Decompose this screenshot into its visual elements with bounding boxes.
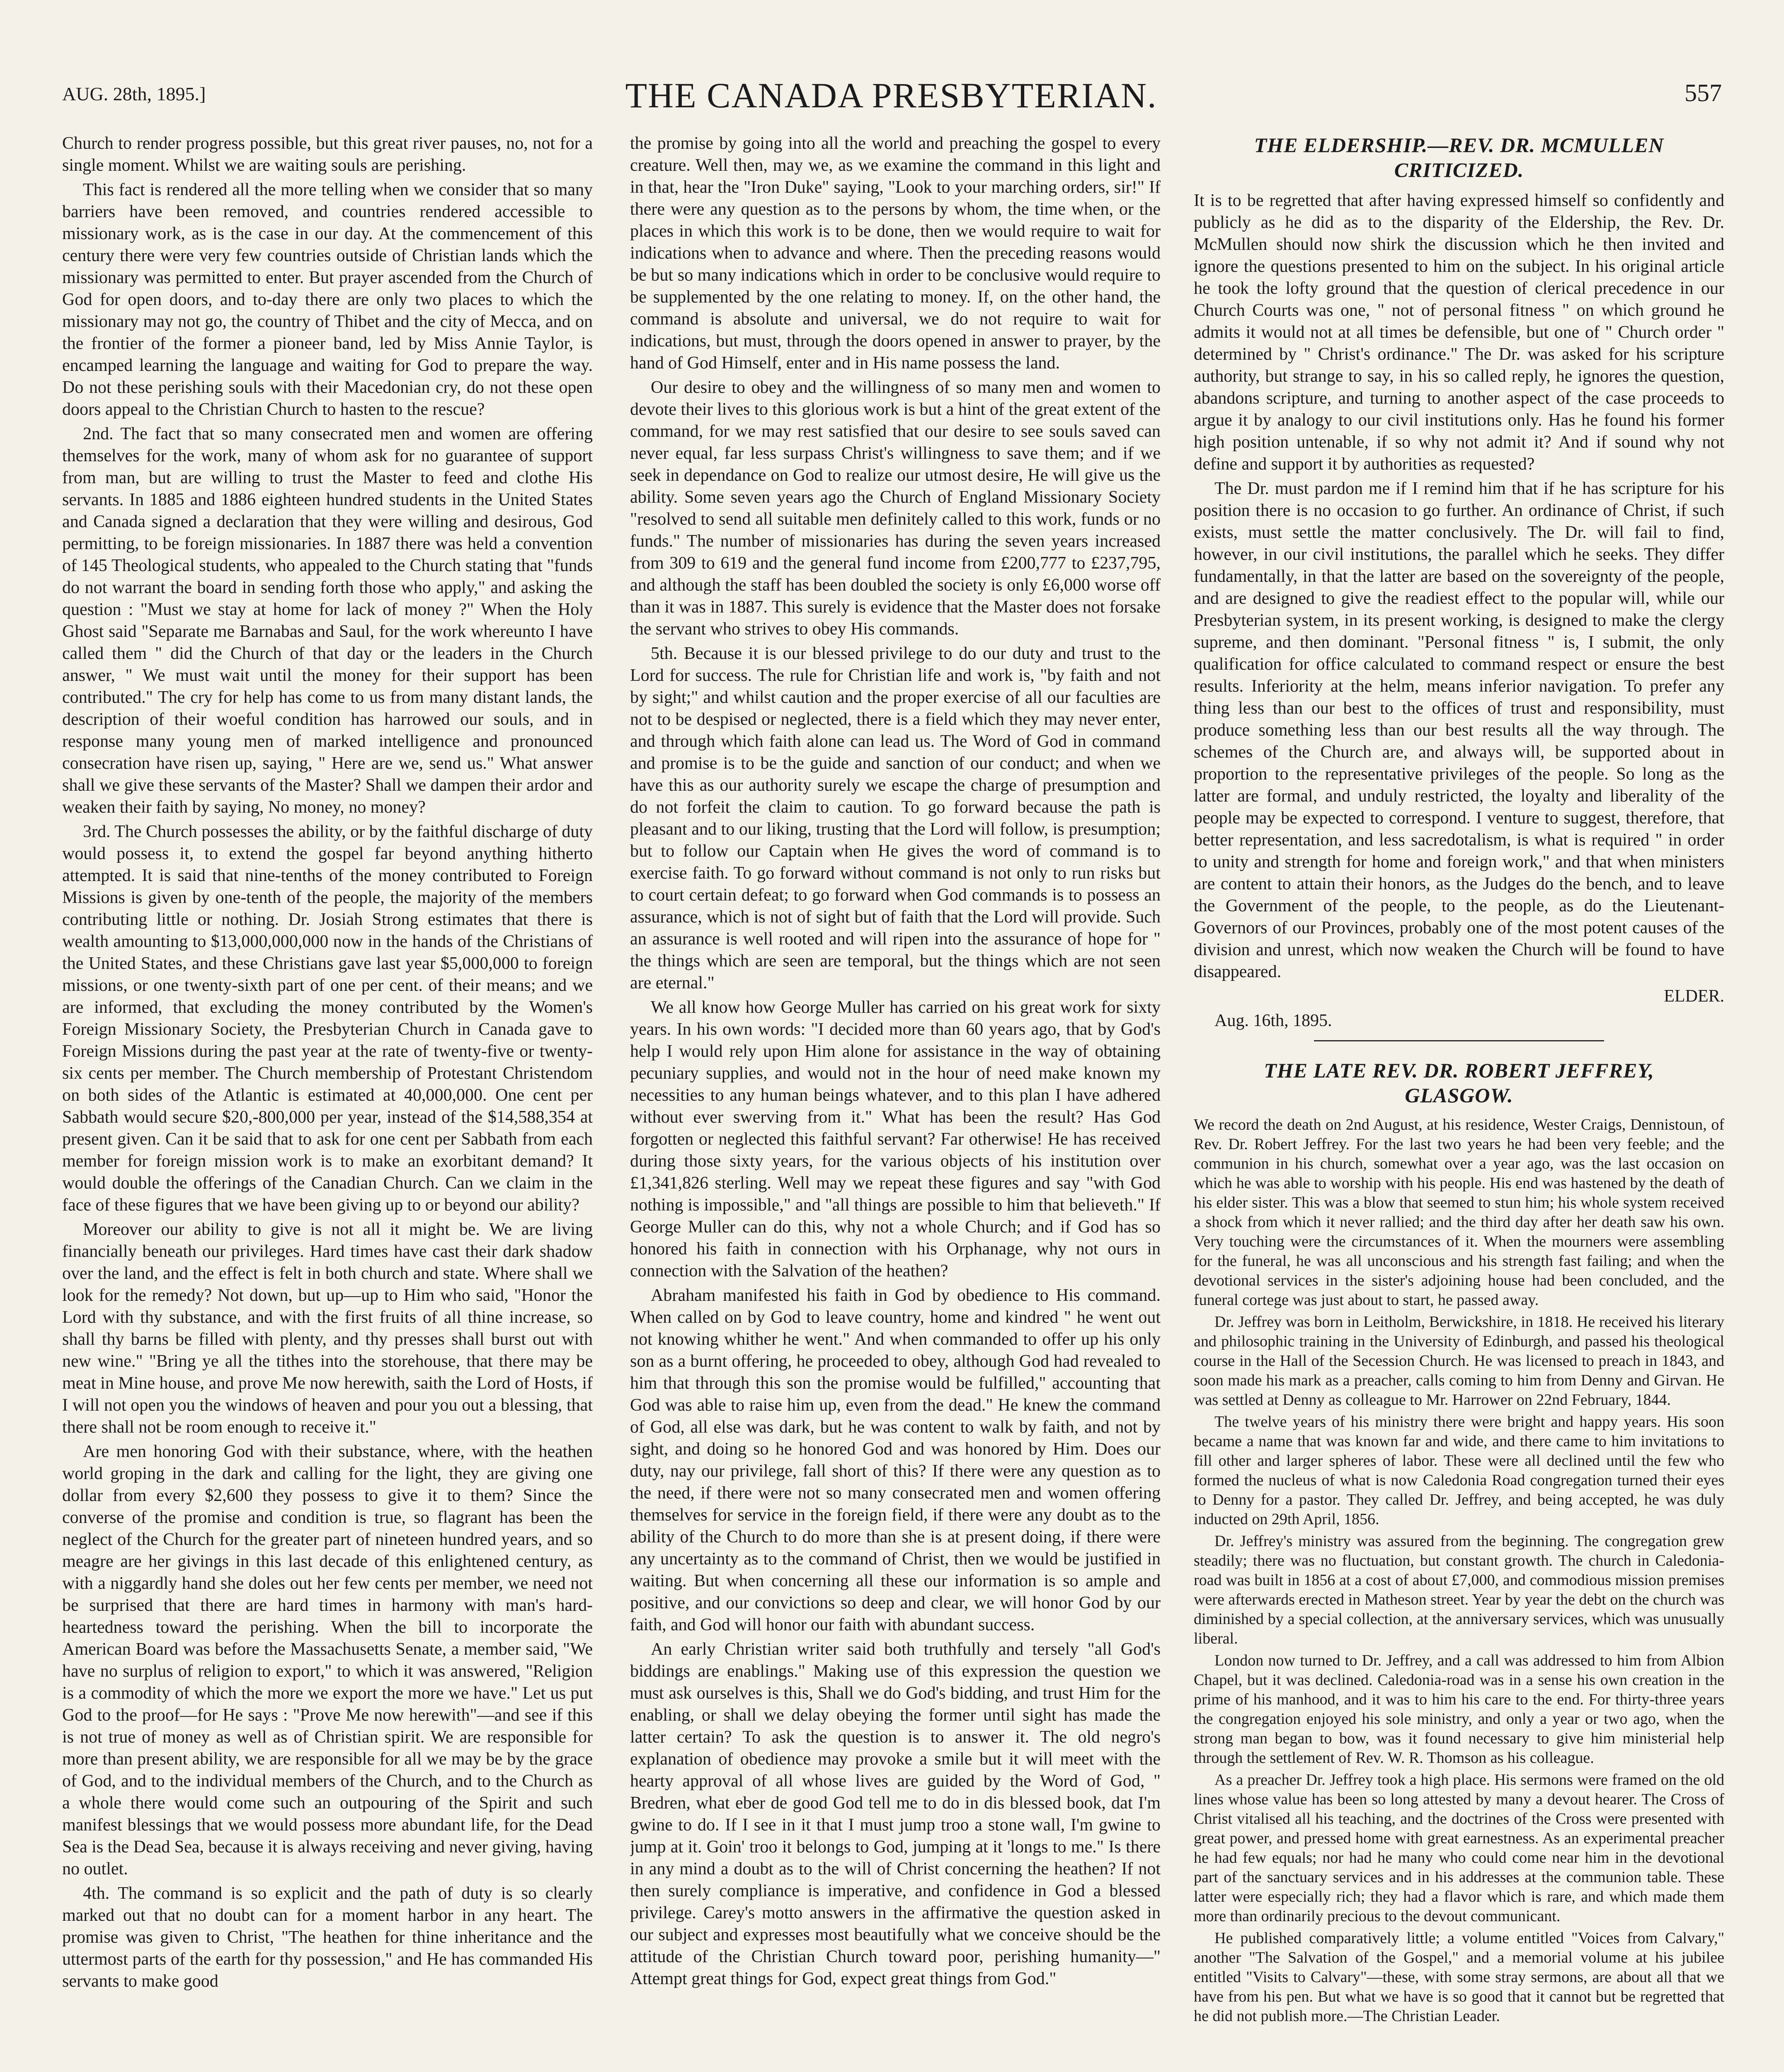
section-divider	[1314, 1040, 1604, 1041]
article-paragraph: the promise by going into all the world and preaching the gospel to every creature. Well then, may we, as we examine the command in this light and in that, hear the "Iron Duke" saying, "Look to your marching orders, sir!" If there were any question as to the persons by whom, the time when, or the places in which this work is to be done, then we would require to wait for indications when to advance and where. Then the preceding reasons would be but so many indications which in order to be conclusive would require to be supplemented by the one relating to money. If, on the other hand, the command is absolute and universal, we do not require to wait for indications, but must, through the doors opened in answer to prayer, by the hand of God Himself, enter and in His name possess the land.	[630, 134, 1161, 373]
eldership-article	[1194, 133, 1724, 1032]
article-title	[1194, 1058, 1724, 1108]
obituary-article	[1194, 1058, 1724, 2026]
article-signature: ELDER.	[1664, 987, 1724, 1006]
article-paragraph: Abraham manifested his faith in God by obedience to His command. When called on by God to leave country, home and kindred " he went out not knowing whither he went." And when commanded to offer up his only son as a burnt offering, he proceeded to obey, although God had revealed to him that through this son the promise would be fulfilled," accounting that God was able to raise him up, even from the dead." He knew the command of God, all else was dark, but he was content to walk by faith, and not by sight, and doing so he honored God and was honored by Him. Does our duty, nay our privilege, fall short of this? If there were any question as to the need, if there were not so many consecrated men and women offering themselves for service in the foreign field, if there were any doubt as to the ability of the Church to do more than she is at present doing, if there were any uncertainty as to the command of Christ, then we would be justified in waiting. But when concerning all these our information is so ample and positive, and our convictions so deep and clear, we will honor God by our faith, and God will honor our faith with abundant success.	[630, 1286, 1161, 1634]
article-paragraph: This fact is rendered all the more telling when we consider that so many barriers have been removed, and countries rendered accessible to missionary work, as is the case in our day. At the commencement of this century there were very few countries outside of Christian lands which the missionary was permitted to enter. But prayer ascended from the Church of God for open doors, and to-day there are only two places to which the missionary may not go, the country of Thibet and the city of Mecca, and on the frontier of the former a pioneer band, led by Miss Annie Taylor, is encamped learning the language and waiting for God to prepare the way. Do not these perishing souls with their Macedonian cry, do not these open doors appeal to the Christian Church to hasten to the rescue?	[62, 180, 593, 419]
article-paragraph: London now turned to Dr. Jeffrey, and a call was addressed to him from Albion Chapel, but it was declined. Caledonia-road was in a sense his own creation in the prime of his manhood, and it was to him his care to the end. For thirty-three years the congregation enjoyed his sole ministry, and only a year or two ago, when the strong man began to bow, was it found necessary to give him ministerial help through the settlement of Rev. W. R. Thomson as his colleague.	[1194, 1652, 1724, 1767]
article-paragraph: Dr. Jeffrey's ministry was assured from the beginning. The congregation grew steadily; there was no fluctuation, but constant growth. The church in Caledonia-road was built in 1856 at a cost of about £7,000, and commodious mission premises were afterwards erected in Matheson street. Year by year the debt on the church was diminished by a special collection, at the anniversary services, which was unusually liberal.	[1194, 1532, 1724, 1647]
article-paragraph: Are men honoring God with their substance, where, with the heathen world groping in the dark and calling for the light, they are giving one dollar from every $2,600 they possess to give it to them? Since the converse of the promise and condition is true, so flagrant has been the neglect of the Church for the greater part of nineteen hundred years, and so meagre are her givings in this last decade of this enlightened century, as with a niggardly hand she doles out her few cents per member, we need not be surprised that there are hard times in harmony with man's hard-heartedness toward the perishing. When the bill to incorporate the American Board was before the Massachusetts Senate, a member said, "We have no surplus of religion to export," to which it was answered, "Religion is a commodity of which the more we export the more we have." Let us put God to the proof—for He says : "Prove Me now herewith"—and see if this is not true of money as well as of Christian spirit. We are responsible for more than present ability, we are responsible for all we may be by the grace of God, and to the individual members of the Church, and to the Church as a whole there would come such an outpouring of the Spirit and such manifest blessings that we would possess more abundant life, for the Dead Sea is the Dead Sea, because it is always receiving and never giving, having no outlet.	[62, 1442, 593, 1878]
article-paragraph: 4th. The command is so explicit and the path of duty is so clearly marked out that no doubt can for a moment harbor in any heart. The promise was given to Christ, "The heathen for thine inheritance and the uttermost parts of the earth for thy possession," and He has commanded His servants to make good	[62, 1884, 593, 1991]
column-3	[1194, 133, 1724, 2072]
article-paragraph: An early Christian writer said both truthfully and tersely "all God's biddings are enablings." Making use of this expression the question we must ask ourselves is this, Shall we do God's bidding, and trust Him for the enabling, or shall we delay obeying the former until sight has made the latter certain? To ask the question is to answer it. The old negro's explanation of obedience may provoke a smile but it will meet with the hearty approval of all whose lives are guided by the Word of God, " Bredren, what eber de good God tell me to do in dis blessed book, dat I'm gwine to do. If I see in it that I must jump troo a stone wall, I'm gwine to jump at it. Goin' troo it belongs to God, jumping at it 'longs to me." Is there in any mind a doubt as to the will of Christ concerning the heathen? If not then surely compliance is imperative, and confidence in God a blessed privilege. Carey's motto answers in the affirmative the question asked in our subject and expresses most beautifully what we conceive should be the attitude of the Christian Church toward poor, perishing humanity—" Attempt great things for God, expect great things from God."	[630, 1640, 1161, 1988]
article-paragraph: We record the death on 2nd August, at his residence, Wester Craigs, Dennistoun, of Rev. Dr. Robert Jeffrey. For the last two years he had been very feeble; and the communion in his church, somewhat over a year ago, was the last occasion on which he was able to worship with his people. His end was hastened by the death of his elder sister. This was a blow that seemed to stun him; his whole system received a shock from which it never rallied; and the third day after her death saw his own. Very touching were the circumstances of it. When the mourners were assembling for the funeral, he was all unconscious and his strength fast failing; and when the devotional services in the sister's adjoining house had been concluded, and the funeral cortege was just about to start, he passed away.	[1194, 1116, 1724, 1309]
article-paragraph: Our desire to obey and the willingness of so many men and women to devote their lives to this glorious work is but a hint of the great extent of the command, for we may rest satisfied that our desire to see souls saved can never equal, far less surpass Christ's willingness to save them; and if we seek in dependance on God to realize our utmost desire, He will give us the ability. Some seven years ago the Church of England Missionary Society "resolved to send all suitable men definitely called to this work, funds or no funds." The number of missionaries has during the seven years increased from 309 to 619 and the general fund income from £200,777 to £237,795, and although the staff has been doubled the society is only £6,000 worse off than it was in 1887. This surely is evidence that the Master does not forsake the servant who strives to obey His commands.	[630, 378, 1161, 639]
article-title-line: THE ELDERSHIP.—REV. DR. MCMULLEN	[1254, 133, 1664, 157]
page-number: 557	[1685, 79, 1722, 107]
masthead-title: THE CANADA PRESBYTERIAN.	[625, 75, 1157, 115]
article-paragraph: As a preacher Dr. Jeffrey took a high place. His sermons were framed on the old lines whose value has been so long attested by many a devout hearer. The Cross of Christ vitalised all his teaching, and the doctrines of the Cross were presented with great power, and pressed home with great earnestness. As an experimental preacher he had few equals; nor had he many who could come near him in the devotional part of the sanctuary services and in his addresses at the communion table. These latter were especially rich; they had a flavor which is rare, and which made them more than ordinarily precious to the devout communicant.	[1194, 1771, 1724, 1925]
column-2	[630, 133, 1161, 2072]
article-dateline: Aug. 16th, 1895.	[1214, 1011, 1332, 1030]
article-paragraph: 5th. Because it is our blessed privilege to do our duty and trust to the Lord for success. The rule for Christian life and work is, "by faith and not by sight;" and whilst caution and the proper exercise of all our faculties are not to be despised or neglected, there is a field which they may never enter, and through which faith alone can lead us. The Word of God in command and promise is to be the guide and sanction of our conduct; and when we have this as our authority surely we escape the charge of presumption and do not forfeit the claim to caution. To go forward because the path is pleasant and to our liking, trusting that the Lord will follow, is presumption; but to follow our Captain when He gives the word of command is to exercise faith. To go forward without command is not only to run risks but to court certain defeat; to go forward when God commands is to possess an assurance, which is not of sight but of faith that the Lord will provide. Such an assurance is well rooted and will ripen into the assurance of hope for " the things which are seen are temporal, but the things which are not seen are eternal."	[630, 644, 1161, 992]
article-paragraph: The Dr. must pardon me if I remind him that if he has scripture for his position there is no occasion to go further. An ordinance of Christ, if such exists, must settle the matter conclusively. The Dr. will fail to find, however, in our civil institutions, the parallel which he seeks. They differ fundamentally, in that the latter are based on the sovereignty of the people, and are designed to give the readiest effect to the popular will, while our Presbyterian system, in its present working, is designed to make the clergy supreme, and then dominant. "Personal fitness " is, I submit, the only qualification for office calculated to command respect or ensure the best results. Inferiority at the helm, means inferior navigation. To prefer any thing less than our best to the offices of trust and responsibility, must produce something less than our best results all the way through. The schemes of the Church are, and always will, be supported about in proportion to the representative privileges of the people. So long as the latter are formal, and unduly restricted, the loyalty and liberality of the people may be expected to correspond. I venture to suggest, therefore, that better representation, and less sacredotalism, is what is required " in order to unity and strength for home and foreign work," and that when ministers are content to attain their honors, as the Judges do the bench, and to leave the Government of the people, to the people, as do the Lieutenant-Governors of our Provinces, probably one of the most potent causes of the division and unrest, which now weaken the Church will be found to have disappeared.	[1194, 479, 1724, 981]
article-paragraph: 2nd. The fact that so many consecrated men and women are offering themselves for the work, many of whom ask for no guarantee of support from man, but are willing to trust the Master to feed and clothe His servants. In 1885 and 1886 eighteen hundred students in the United States and Canada signed a declaration that they were willing and desirous, God permitting, to be foreign missionaries. In 1887 there was held a convention of 145 Theological students, who appealed to the Church stating that "funds do not warrant the board in sending forth those who apply," and asking the question : "Must we stay at home for lack of money ?" When the Holy Ghost said "Separate me Barnabas and Saul, for the work whereunto I have called them " did the Church of that day or the leaders in the Church answer, " We must wait until the money for their support has been contributed." The cry for help has come to us from many distant lands, the description of their woeful condition has harrowed our souls, and in response many young men of marked intelligence and pronounced consecration have risen up, saying, " Here are we, send us." What answer shall we give these servants of the Master? Shall we dampen their ardor and weaken their faith by saying, No money, no money?	[62, 424, 593, 817]
article-title-line: THE LATE REV. DR. ROBERT JEFFREY,	[1264, 1059, 1654, 1082]
article-paragraph: 3rd. The Church possesses the ability, or by the faithful discharge of duty would possess it, to extend the gospel far beyond anything hitherto attempted. It is said that nine-tenths of the money contributed to Foreign Missions is given by one-tenth of the people, the majority of the members contributing little or nothing. Dr. Josiah Strong estimates that there is wealth amounting to $13,000,000,000 now in the hands of the Christians of the United States, and these Christians gave last year $5,000,000 to foreign missions, or one twenty-sixth part of one per cent. of their means; and we are informed, that excluding the money contributed by the Women's Foreign Missionary Society, the Presbyterian Church in Canada gave to Foreign Missions during the past year at the rate of twenty-five or twenty-six cents per member. The Church membership of Protestant Christendom on both sides of the Atlantic is estimated at 40,000,000. One cent per Sabbath would secure $20,-800,000 per year, instead of the $14,588,354 at present given. Can it be said that to ask for one cent per Sabbath from each member for foreign mission work is to make an exorbitant demand? It would double the offerings of the Canadian Church. Can we claim in the face of these figures that we have been giving up to or beyond our ability?	[62, 822, 593, 1215]
article-paragraph: Moreover our ability to give is not all it might be. We are living financially beneath our privileges. Hard times have cast their dark shadow over the land, and the effect is felt in both church and state. Where shall we look for the remedy? Not down, but up—up to Him who said, "Honor the Lord with thy substance, and with the first fruits of all thine increase, so shall thy barns be filled with plenty, and thy presses shall burst out with new wine." "Bring ye all the tithes into the storehouse, that there may be meat in Mine house, and prove Me now herewith, saith the Lord of Hosts, if I will not open you the windows of heaven and pour you out a blessing, that there shall not be room enough to receive it."	[62, 1220, 593, 1437]
issue-date: AUG. 28th, 1895.]	[62, 83, 206, 104]
article-paragraph: He published comparatively little; a volume entitled "Voices from Calvary," another "The Salvation of the Gospel," and a memorial volume at his jubilee entitled "Visits to Calvary"—these, with some stray sermons, are about all that we have from his pen. But what we have is so good that it cannot but be regretted that he did not publish more.—The Christian Leader.	[1194, 1929, 1724, 2025]
column-1	[62, 133, 593, 2072]
article-title	[1194, 133, 1724, 182]
article-title-line: CRITICIZED.	[1394, 158, 1524, 182]
article-title-line: GLASGOW.	[1405, 1084, 1513, 1107]
article-paragraph: We all know how George Muller has carried on his great work for sixty years. In his own words: "I decided more than 60 years ago, that by God's help I would rely upon Him alone for assistance in the way of obtaining pecuniary supplies, and would not in the hour of need make known my necessities to any human beings whatever, and to this plan I have adhered without ever swerving from it." What has been the result? Has God forgotten or neglected this faithful servant? Far otherwise! He has received during those sixty years, for the various objects of his institution over £1,341,826 sterling. Well may we repeat these figures and say "with God nothing is impossible," and "all things are possible to him that believeth." If George Muller can do this, why not a whole Church; and if God has so honored his faith in connection with his Orphanage, why not ours in connection with the Salvation of the heathen?	[630, 998, 1161, 1280]
article-paragraph: Dr. Jeffrey was born in Leitholm, Berwickshire, in 1818. He received his literary and philosophic training in the University of Edinburgh, and passed his theological course in the Hall of the Secession Church. He was licensed to preach in 1843, and soon made his mark as a preacher, calls coming to him from Denny and Girvan. He was settled at Denny as colleague to Mr. Harrower on 22nd February, 1844.	[1194, 1313, 1724, 1409]
article-paragraph: Church to render progress possible, but this great river pauses, no, not for a single moment. Whilst we are waiting souls are perishing.	[62, 134, 593, 175]
article-paragraph: The twelve years of his ministry there were bright and happy years. His soon became a name that was known far and wide, and there came to him invitations to fill other and larger spheres of labor. These were all declined until the few who formed the nucleus of what is now Caledonia Road congregation turned their eyes to Denny for a pastor. They called Dr. Jeffrey, and being accepted, he was duly inducted on 29th April, 1856.	[1194, 1413, 1724, 1528]
article-paragraph: It is to be regretted that after having expressed himself so confidently and publicly as he did as to the disparity of the Eldership, the Rev. Dr. McMullen should now shirk the discussion which he then invited and ignore the questions presented to him on the subject. In his original article he took the lofty ground that the question of clerical precedence in our Church Courts was one, " not of personal fitness " on which ground he admits it would not at all times be defensible, but one of " Church order " determined by " Christ's ordinance." The Dr. was asked for his scripture authority, but strange to say, in his so called reply, he ignores the question, abandons scripture, and turning to another aspect of the case proceeds to argue it by analogy to our civil institutions only. Has he found his former high position untenable, if so why not admit it? And if sound why not define and support it by authorities as requested?	[1194, 191, 1724, 474]
